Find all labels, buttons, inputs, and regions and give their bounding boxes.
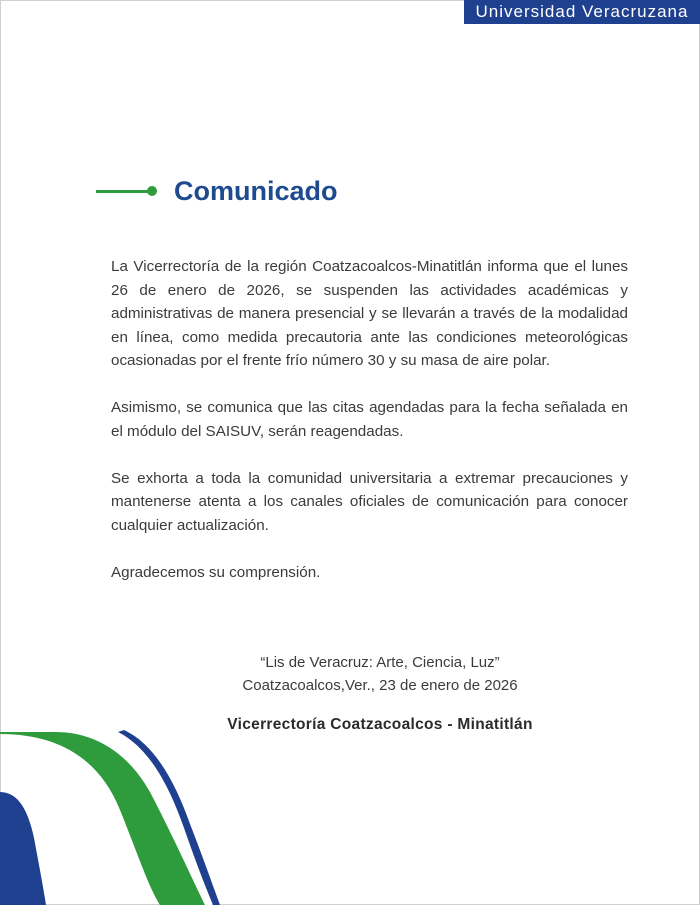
brand-bar (464, 0, 700, 24)
place-date: Coatzacoalcos,Ver., 23 de enero de 2026 (242, 677, 518, 694)
closing-block (150, 651, 610, 697)
heading-rule (96, 190, 154, 193)
heading-dot (147, 186, 157, 196)
signature: Vicerrectoría Coatzacoalcos - Minatitlán (227, 716, 533, 733)
page-title: Comunicado (174, 176, 338, 206)
paragraph-appointments: Asimismo, se comunica que las citas agendadas para la fecha señalada en el módulo del SAISUV, serán reagendadas. (111, 399, 628, 440)
paragraph-announcement: La Vicerrectoría de la región Coatzacoalcos-Minatitlán informa que el lunes 26 de enero de 2026, se suspenden las actividades académicas y administrativas de manera presencial y se llevarán a través de la modalidad en línea, como medida precautoria ante las condiciones meteorológicas ocasionadas por el frente frío número 30 y su masa de aire polar. (111, 258, 628, 369)
motto: “Lis de Veracruz: Arte, Ciencia, Luz” (260, 654, 500, 671)
body-text (111, 255, 628, 608)
blue-wave (0, 792, 46, 905)
decorative-waves (0, 720, 220, 905)
paragraph-exhortation: Se exhorta a toda la comunidad universitaria a extremar precauciones y mantenerse atenta a los canales oficiales de comunicación para conocer cualquier actualización. (111, 469, 628, 534)
heading (96, 176, 338, 206)
brand-name: Universidad Veracruzana (475, 2, 689, 21)
paragraph-thanks: Agradecemos su comprensión. (111, 563, 321, 581)
